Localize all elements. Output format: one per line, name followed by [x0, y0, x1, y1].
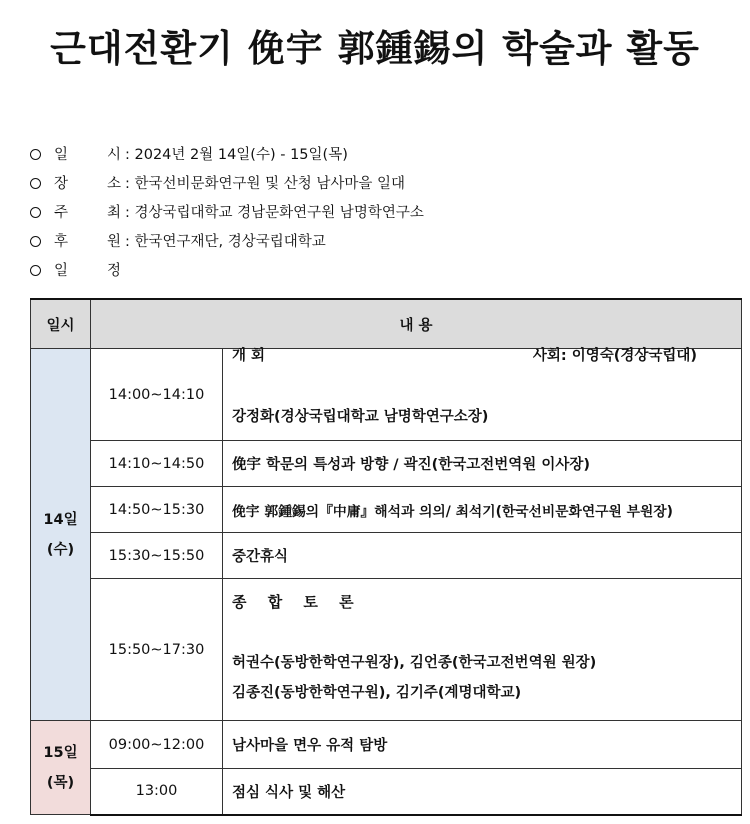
header-content: 내 용 — [91, 299, 742, 349]
time-cell: 14:00∼14:10 — [91, 349, 223, 441]
table-row — [31, 487, 742, 533]
circle-bullet-icon — [30, 207, 41, 218]
circle-bullet-icon — [30, 178, 41, 189]
info-row-date — [30, 146, 424, 175]
circle-bullet-icon — [30, 265, 41, 276]
info-value: : 경상국립대학교 경남문화연구원 남명학연구소 — [125, 205, 424, 221]
header-date: 일시 — [31, 299, 91, 349]
discussion-panel-1: 허권수(동방한학연구원장), 김언종(한국고전번역원 원장) — [232, 655, 597, 671]
info-row-schedule — [30, 262, 424, 291]
discussion-title: 종 합 토 론 — [232, 593, 362, 611]
time-cell: 15:50∼17:30 — [91, 579, 223, 721]
moderator-label: 사회: 이영숙(경상국립대) — [532, 347, 697, 364]
table-row — [31, 349, 742, 441]
info-value — [121, 262, 125, 291]
day-cell-14: 14일 (수) — [31, 349, 91, 721]
time-cell: 14:10∼14:50 — [91, 441, 223, 487]
schedule-table — [30, 298, 742, 816]
info-row-venue — [30, 175, 424, 204]
info-row-host — [30, 204, 424, 233]
content-cell: 중간휴식 — [223, 533, 742, 579]
event-info-list — [30, 146, 424, 291]
info-label: 일 정 — [54, 263, 121, 279]
circle-bullet-icon — [30, 236, 41, 247]
content-cell: 남사마을 면우 유적 탐방 — [223, 721, 742, 769]
info-label: 후 원 — [54, 234, 121, 250]
circle-bullet-icon — [30, 149, 41, 160]
table-row — [31, 441, 742, 487]
content-cell — [223, 349, 742, 441]
info-value: : 2024년 2월 14일(수) - 15일(목) — [125, 147, 348, 163]
discussion-panel-2: 김종진(동방한학연구원), 김기주(계명대학교) — [232, 685, 522, 701]
time-cell: 15:30∼15:50 — [91, 533, 223, 579]
info-value: : 한국선비문화연구원 및 산청 남사마을 일대 — [125, 176, 406, 192]
time-cell: 09:00∼12:00 — [91, 721, 223, 769]
table-row — [31, 769, 742, 815]
table-row — [31, 579, 742, 721]
opening-label: 개 회 — [232, 347, 266, 364]
day-cell-15: 15일 (목) — [31, 721, 91, 815]
opening-speaker: 강정화(경상국립대학교 남명학연구소장) — [232, 408, 489, 425]
info-label: 주 최 — [54, 205, 121, 221]
table-header-row — [31, 299, 742, 349]
page-title: 근대전환기 俛宇 郭鍾錫의 학술과 활동 — [50, 27, 700, 70]
info-row-sponsor — [30, 233, 424, 262]
info-label: 장 소 — [54, 176, 121, 192]
info-value: : 한국연구재단, 경상국립대학교 — [125, 234, 326, 250]
content-cell — [223, 579, 742, 721]
info-label: 일 시 — [54, 147, 121, 163]
content-cell: 俛宇 郭鍾錫의『中庸』해석과 의의/ 최석기(한국선비문화연구원 부원장) — [223, 487, 742, 533]
content-cell: 俛宇 학문의 특성과 방향 / 곽진(한국고전번역원 이사장) — [223, 441, 742, 487]
time-cell: 14:50∼15:30 — [91, 487, 223, 533]
table-row — [31, 533, 742, 579]
content-cell: 점심 식사 및 해산 — [223, 769, 742, 815]
time-cell: 13:00 — [91, 769, 223, 815]
table-row — [31, 721, 742, 769]
